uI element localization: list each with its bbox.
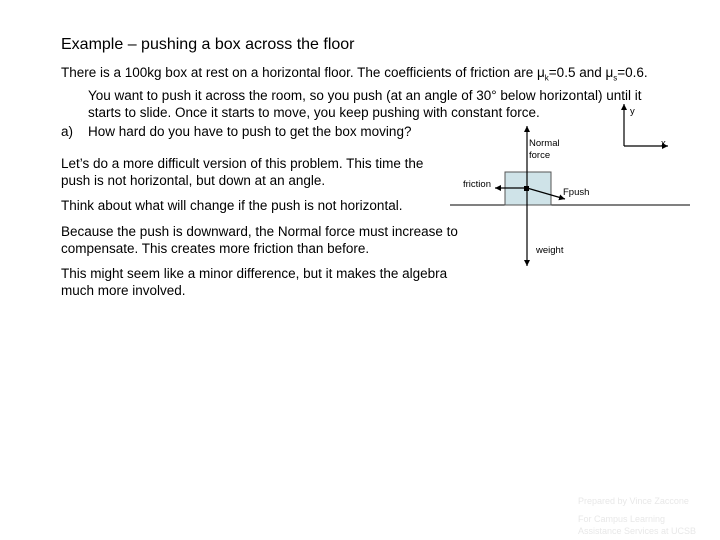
paragraph-harder-version: Let’s do a more difficult version of this problem. This time the push is not horizontal, but down at an angle. <box>61 156 424 188</box>
intro-line1-suffix: =0.6. <box>617 65 648 80</box>
paragraph-normal-force: Because the push is downward, the Normal force must increase to compensate. This creates more friction than before. <box>61 224 458 256</box>
paragraph-algebra: This might seem like a minor difference, but it makes the algebra much more involved. <box>61 266 448 298</box>
x-axis-label: x <box>661 138 666 149</box>
credit-line-3: Assistance Services at UCSB <box>578 526 697 536</box>
weight-label: weight <box>536 245 564 256</box>
normal-force-label-2: force <box>529 150 551 161</box>
mu-k-subscript: k <box>544 73 549 83</box>
credit-line-1: Prepared by Vince Zaccone <box>578 496 689 506</box>
mu-s-subscript: s <box>613 73 618 83</box>
intro-line1-mid: =0.5 and μ <box>548 65 614 80</box>
y-axis-label: y <box>630 106 635 117</box>
intro-line-3: starts to slide. Once it starts to move, you keep pushing with constant force. <box>88 104 540 120</box>
question-label: a) <box>61 124 74 139</box>
page-title: Example – pushing a box across the floor <box>61 36 355 53</box>
intro-line1-prefix: There is a 100kg box at rest on a horizontal floor. The coefficients of friction are μ <box>61 65 545 80</box>
credit-line-2: For Campus Learning <box>578 514 666 524</box>
question-text: How hard do you have to push to get the box moving? <box>88 124 412 139</box>
push-force-label: Fpush <box>563 187 590 198</box>
friction-label: friction <box>463 179 491 190</box>
normal-force-label-1: Normal <box>529 138 560 149</box>
intro-line-2: You want to push it across the room, so you push (at an angle of 30° below horizontal) until it <box>88 87 642 103</box>
paragraph-think-about: Think about what will change if the push is not horizontal. <box>61 198 403 213</box>
